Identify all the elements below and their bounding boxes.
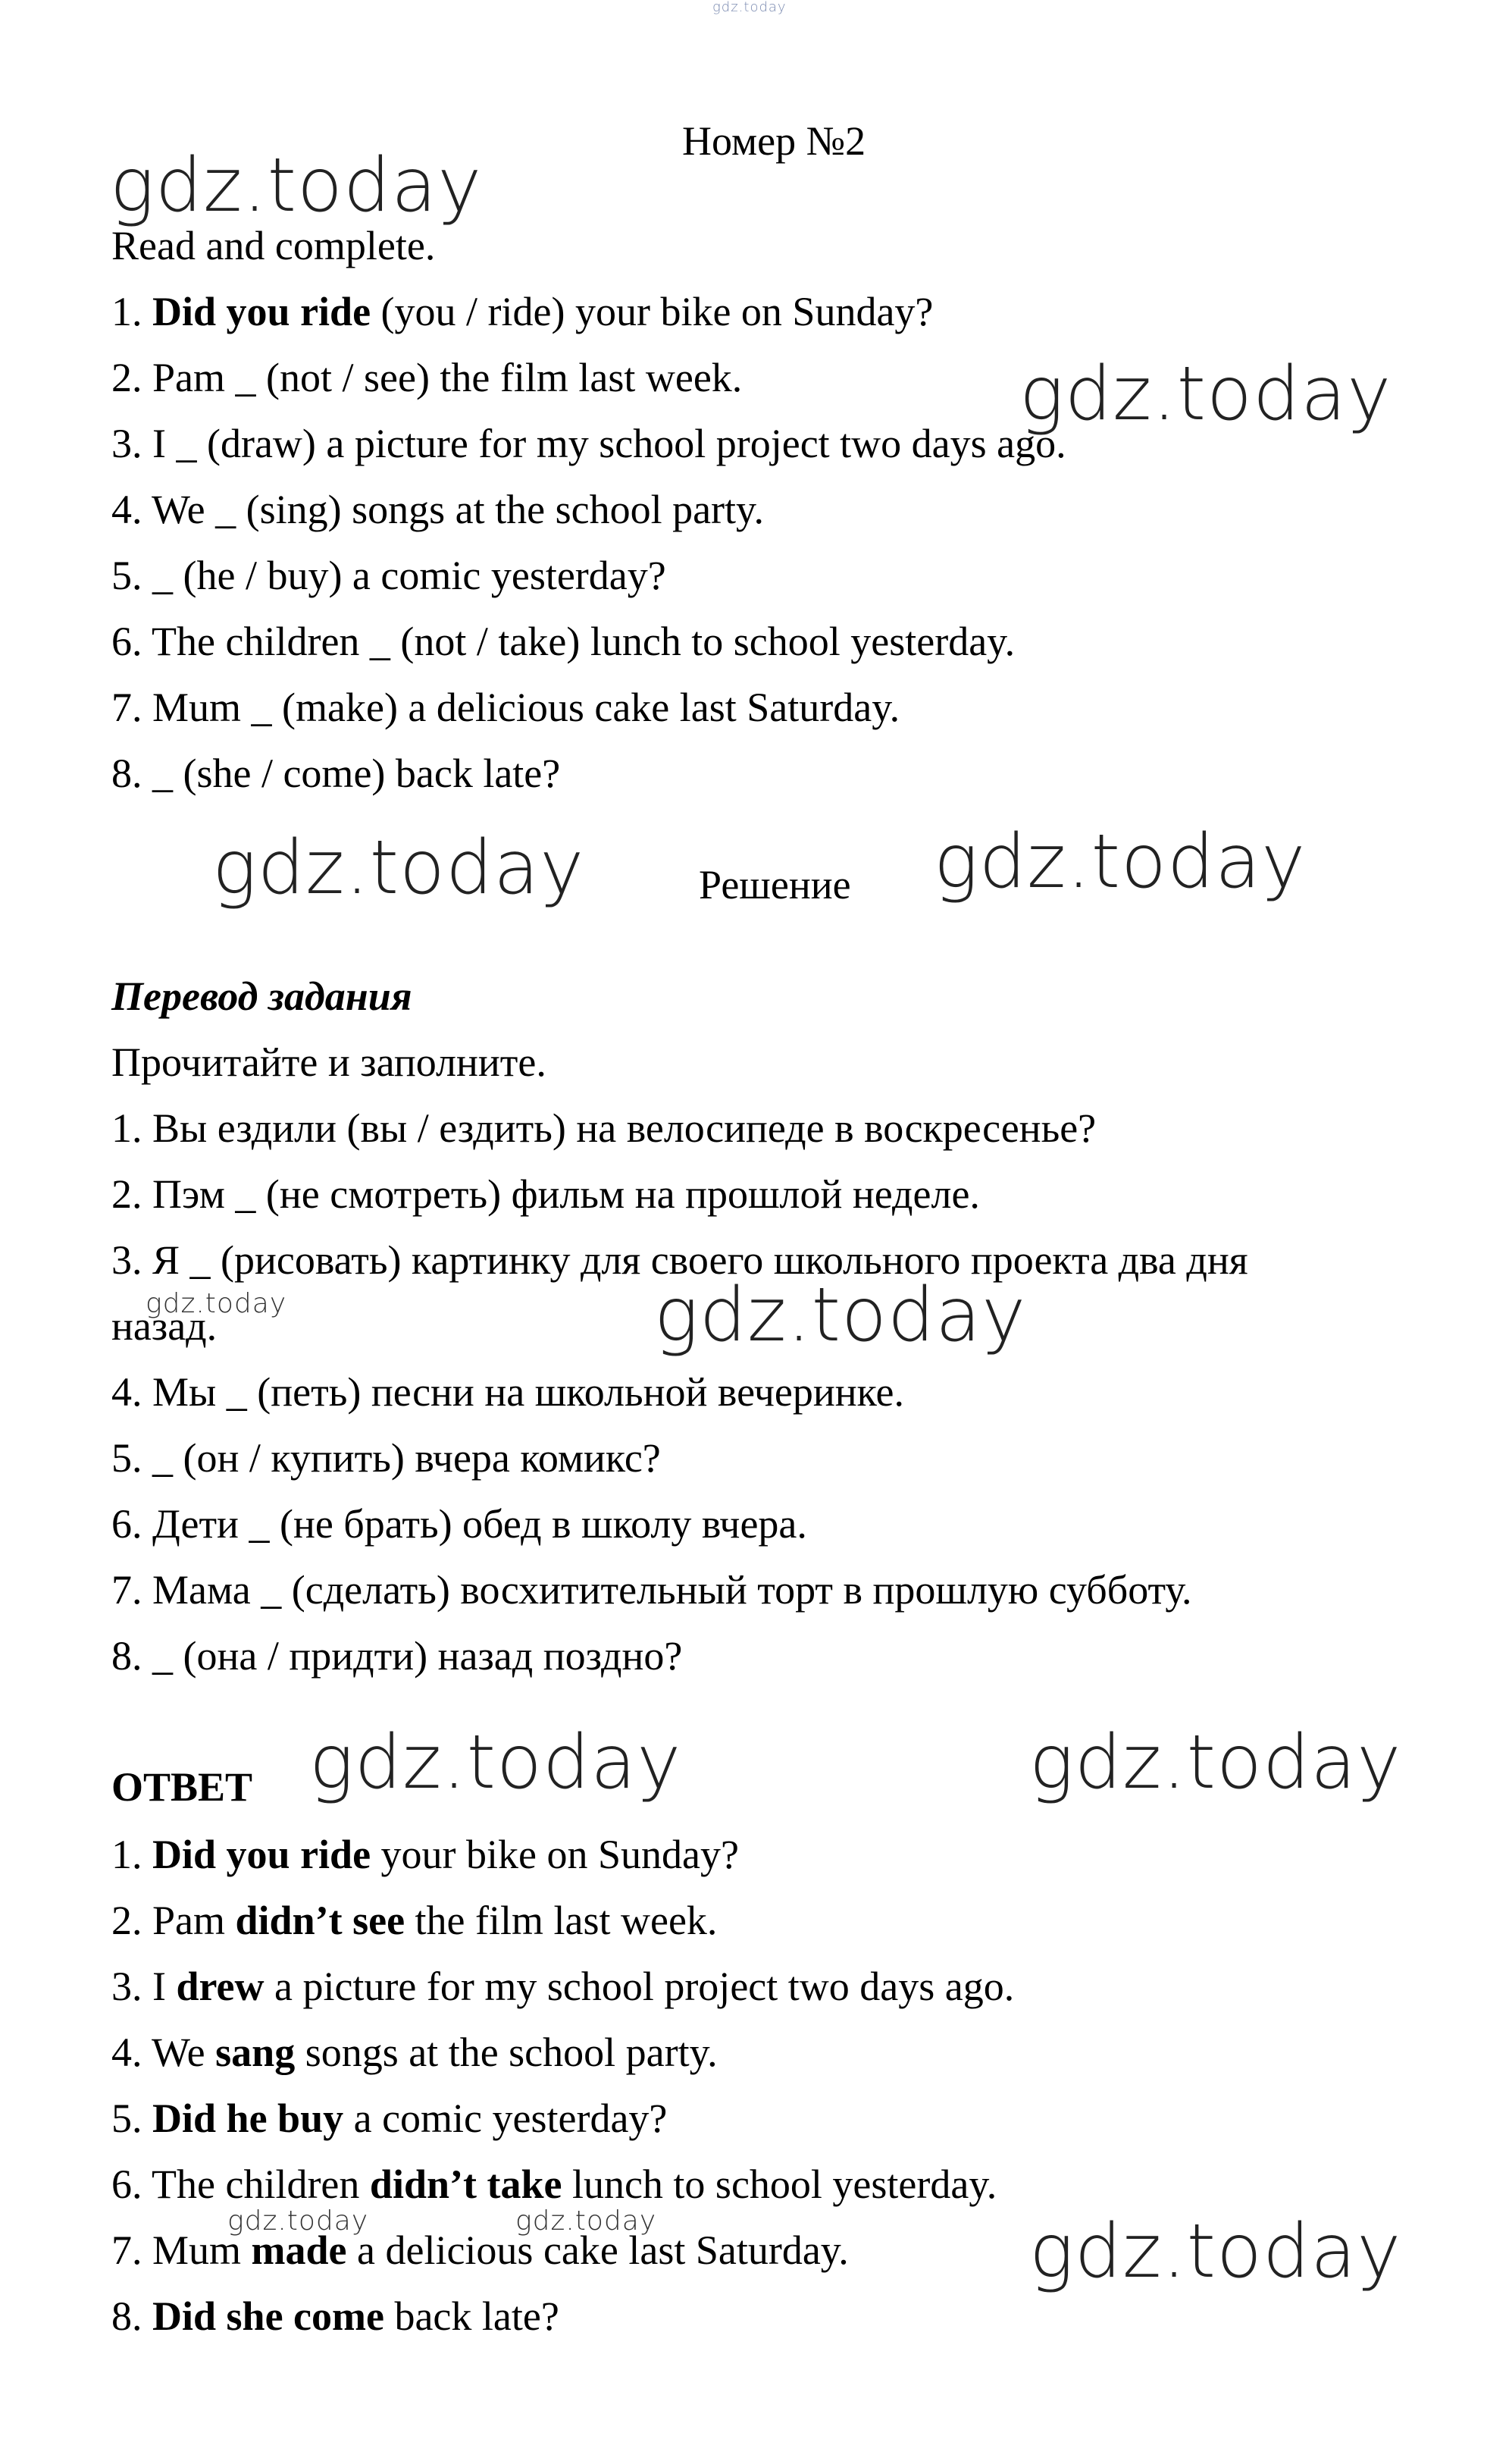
- watermark: gdz.today: [1029, 2209, 1402, 2295]
- translation-item-1: 1. Вы ездили (вы / ездить) на велосипеде в воскресенье?: [111, 1105, 1097, 1151]
- translation-heading: Перевод задания: [111, 973, 412, 1019]
- translation-item-7: 7. Мама _ (сделать) восхитительный торт в прошлую субботу.: [111, 1567, 1192, 1613]
- translation-item-3: 3. Я _ (рисовать) картинку для своего школьного проекта два дня: [111, 1237, 1248, 1283]
- watermark: gdz.today: [309, 1719, 682, 1806]
- task-item-8: 8. _ (she / come) back late?: [111, 751, 561, 796]
- watermark: gdz.today: [212, 825, 585, 911]
- solution-heading: Решение: [699, 862, 851, 908]
- watermark: gdz.today: [227, 2205, 369, 2237]
- watermark: gdz.today: [1019, 351, 1392, 437]
- answer-item-5: 5. Did he buy a comic yesterday?: [111, 2096, 668, 2141]
- answer-heading: ОТВЕТ: [111, 1764, 253, 1810]
- answer-item-2: 2. Pam didn’t see the film last week.: [111, 1898, 718, 1943]
- task-item-6: 6. The children _ (not / take) lunch to school yesterday.: [111, 619, 1016, 664]
- task-instruction: Read and complete.: [111, 223, 436, 268]
- answer-item-3: 3. I drew a picture for my school project two days ago.: [111, 1964, 1015, 2009]
- watermark: gdz.today: [1029, 1719, 1402, 1806]
- task-item-2: 2. Pam _ (not / see) the film last week.: [111, 355, 743, 400]
- watermark: gdz.today: [146, 1288, 287, 1319]
- task-item-4: 4. We _ (sing) songs at the school party.: [111, 487, 765, 532]
- answer-item-8: 8. Did she come back late?: [111, 2293, 559, 2339]
- watermark: gdz.today: [515, 2205, 657, 2237]
- answer-item-1: 1. Did you ride your bike on Sunday?: [111, 1832, 739, 1877]
- page-title: Номер №2: [682, 118, 866, 164]
- task-item-3: 3. I _ (draw) a picture for my school project two days ago.: [111, 421, 1066, 466]
- watermark: gdz.today: [110, 143, 483, 229]
- answer-item-4: 4. We sang songs at the school party.: [111, 2030, 718, 2075]
- translation-item-8: 8. _ (она / придти) назад поздно?: [111, 1633, 683, 1679]
- answer-item-6: 6. The children didn’t take lunch to school yesterday.: [111, 2161, 997, 2207]
- answer-item-7: 7. Mum made a delicious cake last Saturday.: [111, 2227, 849, 2273]
- translation-item-2: 2. Пэм _ (не смотреть) фильм на прошлой неделе.: [111, 1171, 980, 1217]
- translation-item-6: 6. Дети _ (не брать) обед в школу вчера.: [111, 1501, 807, 1547]
- translation-item-5: 5. _ (он / купить) вчера комикс?: [111, 1435, 661, 1481]
- translation-instruction: Прочитайте и заполните.: [111, 1039, 546, 1085]
- translation-item-4: 4. Мы _ (петь) песни на школьной вечеринке.: [111, 1369, 905, 1415]
- task-item-5: 5. _ (he / buy) a comic yesterday?: [111, 553, 666, 598]
- watermark: gdz.today: [654, 1272, 1027, 1359]
- task-item-1: 1. Did you ride (you / ride) your bike on Sunday?: [111, 289, 934, 334]
- task-item-7: 7. Mum _ (make) a delicious cake last Saturday.: [111, 685, 900, 730]
- top-watermark: gdz.today: [712, 0, 787, 15]
- translation-item-3-continued: назад.: [111, 1303, 218, 1349]
- watermark: gdz.today: [934, 819, 1307, 905]
